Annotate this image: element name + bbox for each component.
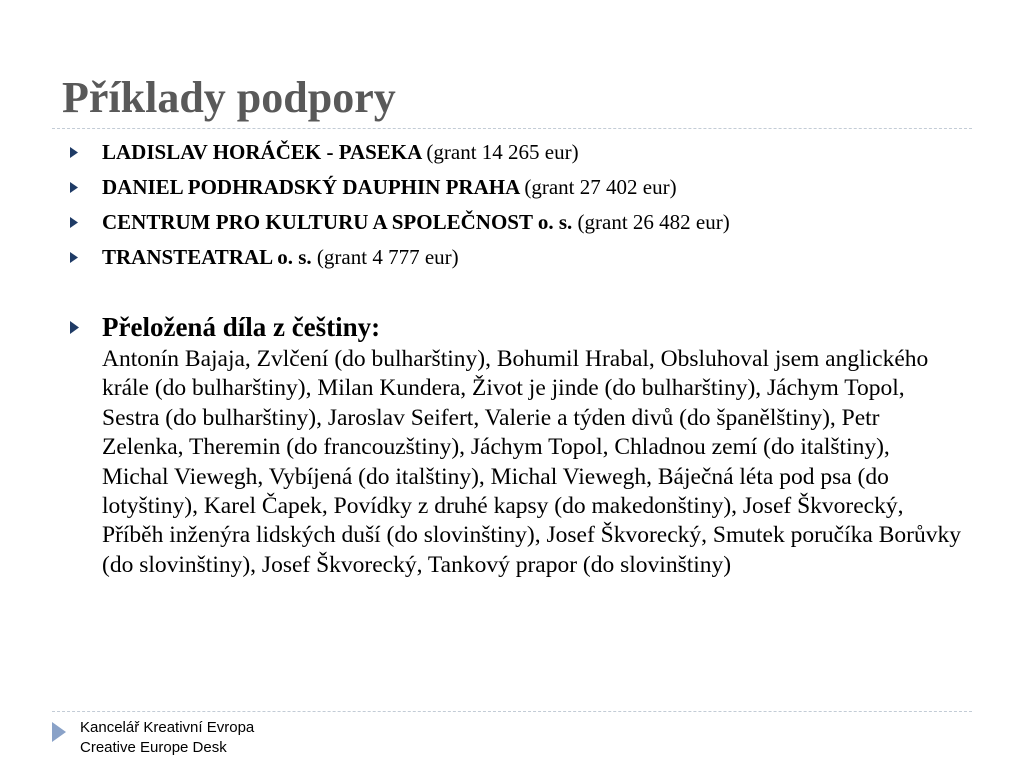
list-item (70, 242, 970, 277)
triangle-bullet-icon (70, 207, 90, 237)
grant-name: CENTRUM PRO KULTURU A SPOLEČNOST o. s. (102, 210, 578, 234)
footer-line-english: Creative Europe Desk (80, 739, 227, 756)
grant-name: DANIEL PODHRADSKÝ DAUPHIN PRAHA (102, 175, 525, 199)
translations-heading-row (70, 309, 970, 345)
title-divider (52, 128, 972, 129)
grant-list (70, 137, 970, 277)
grant-amount: (grant 14 265 eur) (426, 140, 579, 164)
grant-amount: (grant 4 777 eur) (316, 245, 459, 269)
triangle-bullet-icon (70, 137, 90, 167)
list-item (70, 207, 970, 242)
grant-name: LADISLAV HORÁČEK - PASEKA (102, 140, 427, 164)
triangle-bullet-icon (70, 242, 90, 272)
footer-divider (52, 711, 972, 712)
translations-block (70, 309, 970, 580)
footer-line-czech: Kancelář Kreativní Evropa (80, 719, 255, 736)
triangle-bullet-icon (70, 309, 90, 345)
translations-heading: Přeložená díla z češtiny: (102, 312, 381, 342)
footer-arrow-icon (52, 722, 66, 742)
list-item (70, 137, 970, 172)
translations-text: Antonín Bajaja, Zvlčení (do bulharštiny), Bohumil Hrabal, Obsluhoval jsem anglického krále (do bulharštiny), Milan Kundera, Život je jinde (do bulharštiny), Jáchym Topol, Sestra (do bulharštiny), Jaroslav Seifert, Valerie a týden divů (do španělštiny), Petr Zelenka, Theremin (do francouzštiny), Jáchym Topol, Chladnou zemí (do italštiny), Michal Viewegh, Vybíjená (do italštiny), Michal Viewegh, Báječná léta pod psa (do lotyštiny), Karel Čapek, Povídky z druhé kapsy (do makedonštiny), Josef Škvorecký, Příběh inženýra lidských duší (do slovinštiny), Josef Škvorecký, Smutek poručíka Borůvky (do slovinštiny), Josef Škvorecký, Tankový prapor (do slovinštiny) (102, 346, 961, 578)
grant-amount: (grant 27 402 eur) (524, 175, 677, 199)
triangle-bullet-icon (70, 172, 90, 202)
list-item (70, 172, 970, 207)
slide-title: Příklady podpory (62, 73, 396, 122)
grant-amount: (grant 26 482 eur) (577, 210, 730, 234)
grant-name: TRANSTEATRAL o. s. (102, 245, 317, 269)
footer-organization (80, 718, 254, 758)
